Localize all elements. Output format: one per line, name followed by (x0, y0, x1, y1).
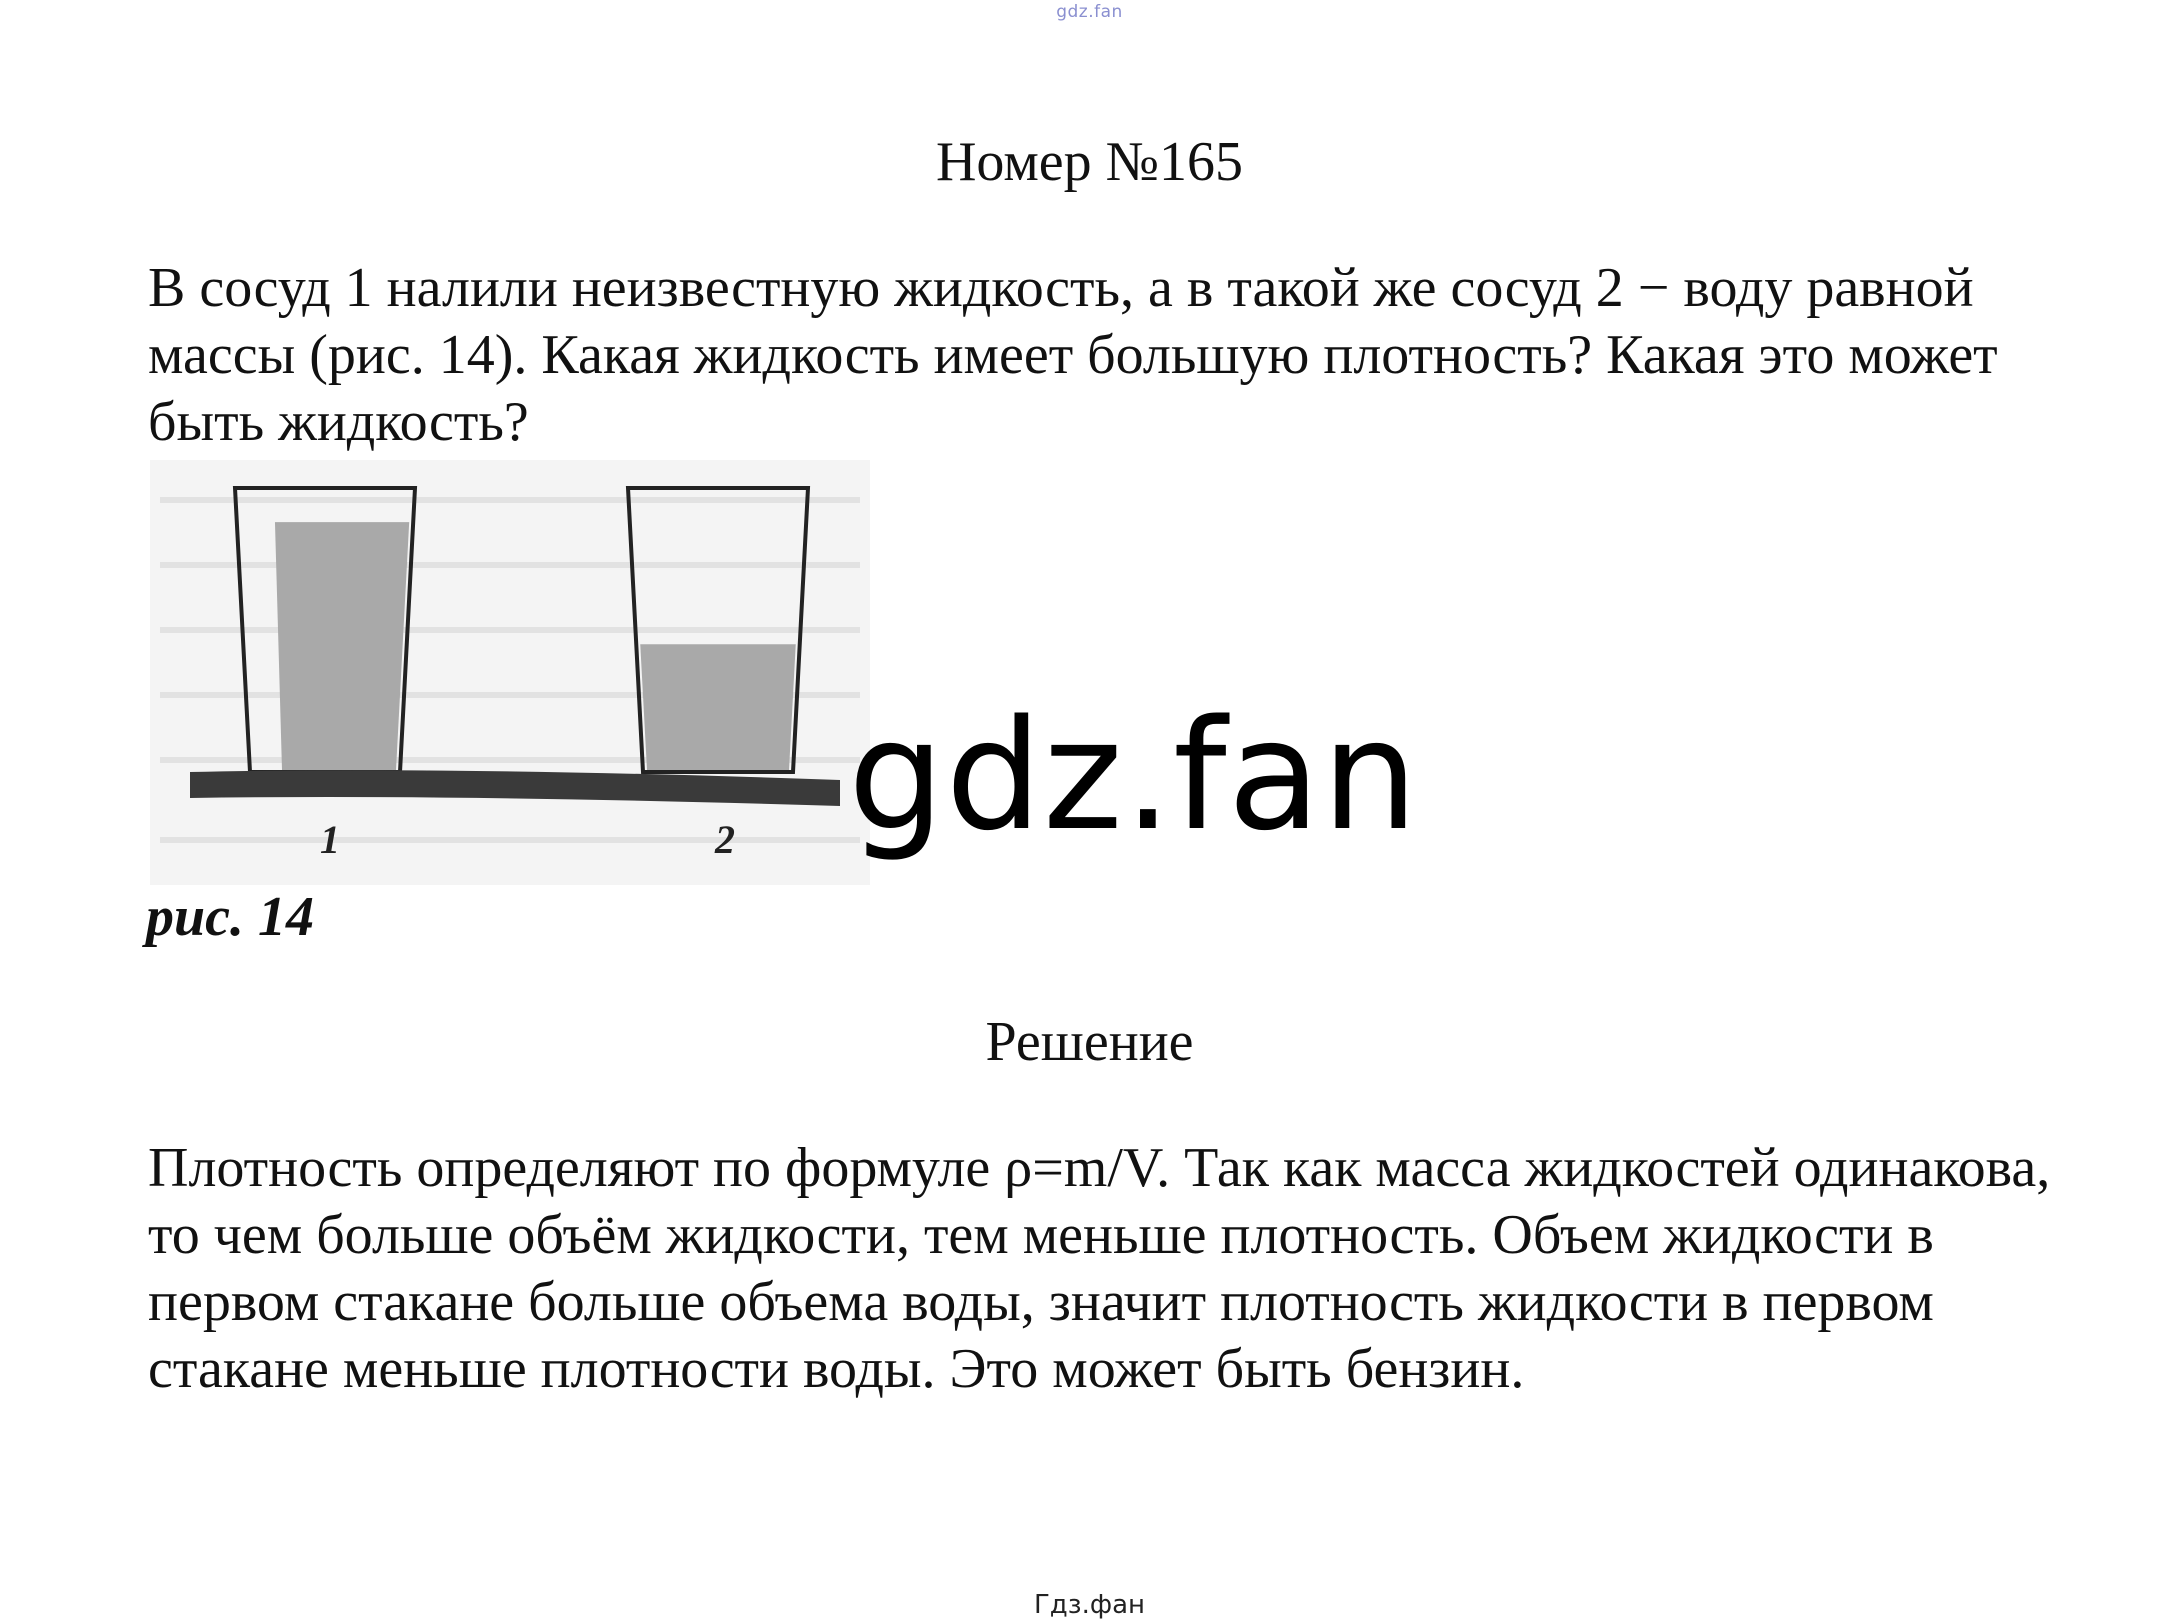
vessels-illustration (150, 460, 870, 885)
problem-title: Номер №165 (935, 131, 1244, 193)
solution-heading: Решение (985, 1011, 1194, 1073)
figure-vessels (150, 460, 870, 885)
vessel-1-liquid (275, 522, 409, 770)
figure-caption: рис. 14 (146, 886, 314, 948)
watermark: gdz.fan (848, 687, 1420, 864)
problem-text: В сосуд 1 налили неизвестную жидкость, а в такой же сосуд 2 − воду равной массы (рис. 14). Какая жидкость имеет большую плотность? Какая это может быть жидкость? (148, 257, 1998, 453)
vessel-1-label: 1 (320, 817, 340, 862)
vessel-2-label: 2 (715, 817, 735, 862)
vessel-2-liquid (640, 644, 796, 770)
site-mark-top: gdz.fan (1056, 2, 1123, 22)
site-mark-bottom: Гдз.фан (1033, 1590, 1146, 1620)
solution-text: Плотность определяют по формуле ρ=m/V. Так как масса жидкостей одинакова, то чем больше объём жидкости, тем меньше плотность. Объем жидкости в первом стакане больше объема воды, значит плотность жидкости в первом стакане меньше плотности воды. Это может быть бензин. (148, 1137, 2051, 1400)
